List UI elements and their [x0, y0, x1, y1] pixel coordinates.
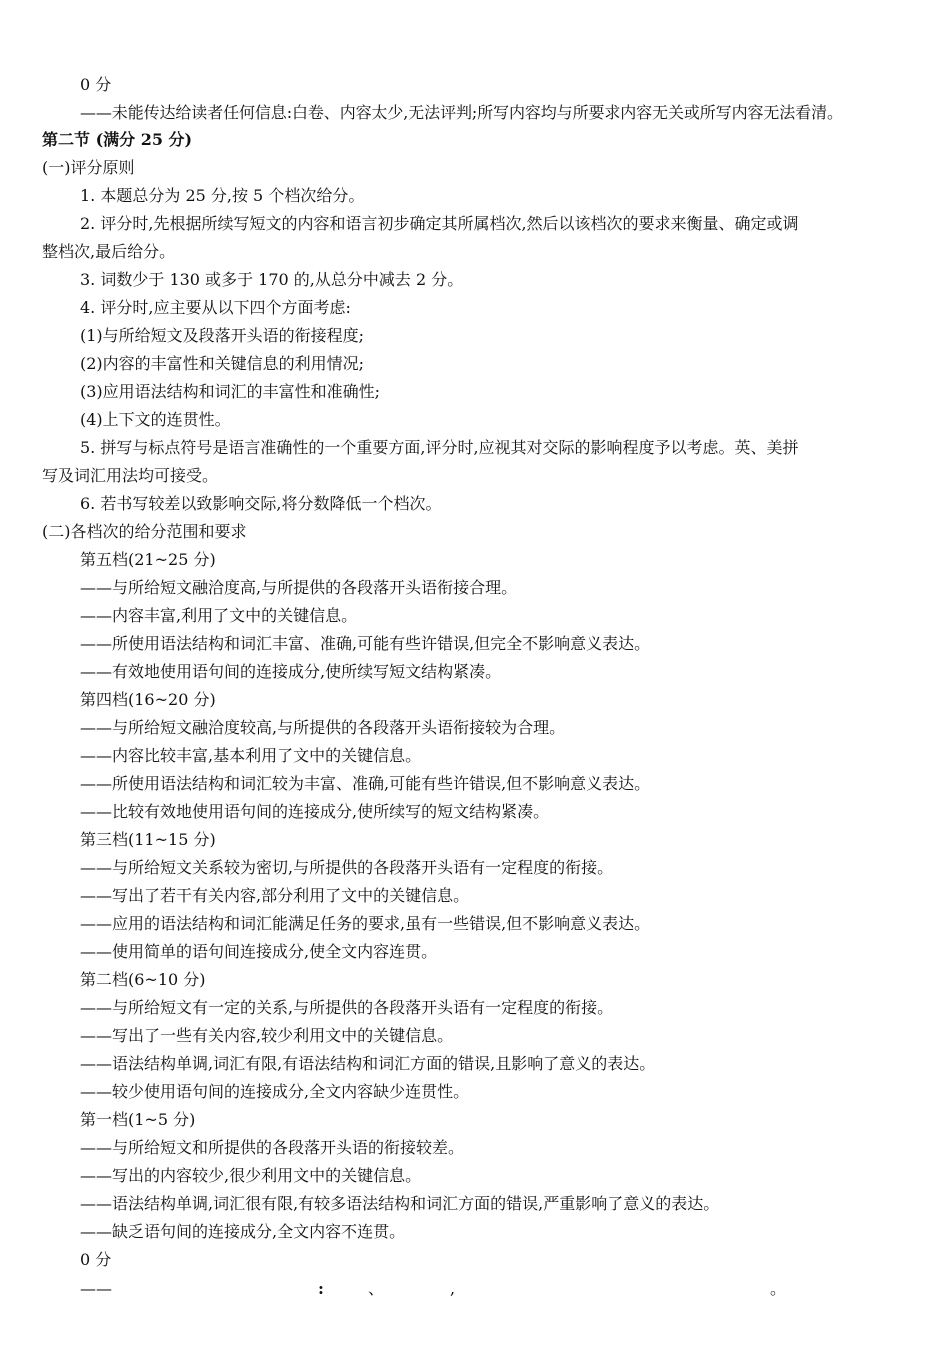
band-3-item: ——与所给短文关系较为密切,与所提供的各段落开头语有一定程度的衔接。	[80, 858, 614, 877]
band-2-item: ——与所给短文有一定的关系,与所提供的各段落开头语有一定程度的衔接。	[80, 998, 614, 1017]
band-5-item: ——所使用语法结构和词汇丰富、准确,可能有些许错误,但完全不影响意义表达。	[80, 634, 651, 653]
band-1-item: ——写出的内容较少,很少利用文中的关键信息。	[80, 1166, 422, 1185]
band-3-item: ——写出了若干有关内容,部分利用了文中的关键信息。	[80, 886, 470, 905]
band-4-item: ——内容比较丰富,基本利用了文中的关键信息。	[80, 746, 422, 765]
principle-2-cont: 整档次,最后给分。	[42, 242, 176, 261]
band-5-item: ——内容丰富,利用了文中的关键信息。	[80, 606, 358, 625]
band-1-item: ——缺乏语句间的连接成分,全文内容不连贯。	[80, 1222, 406, 1241]
principle-6: 6. 若书写较差以致影响交际,将分数降低一个档次。	[80, 494, 442, 513]
em-dash: ——	[80, 1279, 112, 1298]
principle-3: 3. 词数少于 130 或多于 170 的,从总分中减去 2 分。	[80, 270, 464, 289]
band-0-heading: 0 分	[80, 1250, 112, 1269]
principle-4: 4. 评分时,应主要从以下四个方面考虑:	[80, 298, 351, 317]
principle-2: 2. 评分时,先根据所续写短文的内容和语言初步确定其所属档次,然后以该档次的要求来衡量、确定或调	[80, 214, 799, 233]
section-two-heading: 第二节 (满分 25 分)	[42, 130, 193, 149]
band-2-heading: 第二档(6~10 分)	[80, 970, 206, 989]
principle-5-cont: 写及词汇用法均可接受。	[42, 466, 219, 485]
band-4-item: ——所使用语法结构和词汇较为丰富、准确,可能有些许错误,但不影响意义表达。	[80, 774, 651, 793]
principle-1: 1. 本题总分为 25 分,按 5 个档次给分。	[80, 186, 365, 205]
principle-4-item-4: (4)上下文的连贯性。	[80, 410, 231, 429]
band-4-item: ——与所给短文融洽度较高,与所提供的各段落开头语衔接较为合理。	[80, 718, 566, 737]
principle-5: 5. 拼写与标点符号是语言准确性的一个重要方面,评分时,应视其对交际的影响程度予以考虑。英、美拼	[80, 438, 799, 457]
period-mark: 。	[770, 1279, 787, 1298]
band-1-item: ——语法结构单调,词汇很有限,有较多语法结构和词汇方面的错误,严重影响了意义的表达。	[80, 1194, 720, 1213]
band-2-item: ——写出了一些有关内容,较少利用文中的关键信息。	[80, 1026, 454, 1045]
dunhao-mark: 、	[368, 1279, 385, 1298]
principle-4-item-3: (3)应用语法结构和词汇的丰富性和准确性;	[80, 382, 381, 401]
band-0-item-partial	[0, 1279, 950, 1301]
principles-heading: (一)评分原则	[42, 158, 135, 177]
band-1-item: ——与所给短文和所提供的各段落开头语的衔接较差。	[80, 1138, 465, 1157]
zero-score-desc: ——未能传达给读者任何信息:白卷、内容太少,无法评判;所写内容均与所要求内容无关或所写内容无法看清。	[80, 103, 843, 122]
band-3-item: ——应用的语法结构和词汇能满足任务的要求,虽有一些错误,但不影响意义表达。	[80, 914, 651, 933]
band-4-heading: 第四档(16~20 分)	[80, 690, 216, 709]
band-5-heading: 第五档(21~25 分)	[80, 550, 216, 569]
colon-mark: :	[318, 1279, 324, 1298]
zero-score-label: 0 分	[80, 75, 112, 94]
band-2-item: ——语法结构单调,词汇有限,有语法结构和词汇方面的错误,且影响了意义的表达。	[80, 1054, 656, 1073]
band-3-heading: 第三档(11~15 分)	[80, 830, 216, 849]
band-5-item: ——有效地使用语句间的连接成分,使所续写短文结构紧凑。	[80, 662, 502, 681]
band-3-item: ——使用简单的语句间连接成分,使全文内容连贯。	[80, 942, 438, 961]
principle-4-item-1: (1)与所给短文及段落开头语的衔接程度;	[80, 326, 365, 345]
band-1-heading: 第一档(1~5 分)	[80, 1110, 196, 1129]
band-2-item: ——较少使用语句间的连接成分,全文内容缺少连贯性。	[80, 1082, 470, 1101]
principle-4-item-2: (2)内容的丰富性和关键信息的利用情况;	[80, 354, 365, 373]
band-5-item: ——与所给短文融洽度高,与所提供的各段落开头语衔接合理。	[80, 578, 518, 597]
bands-heading: (二)各档次的给分范围和要求	[42, 522, 247, 541]
comma-mark: ,	[450, 1279, 456, 1298]
band-4-item: ——比较有效地使用语句间的连接成分,使所续写的短文结构紧凑。	[80, 802, 550, 821]
